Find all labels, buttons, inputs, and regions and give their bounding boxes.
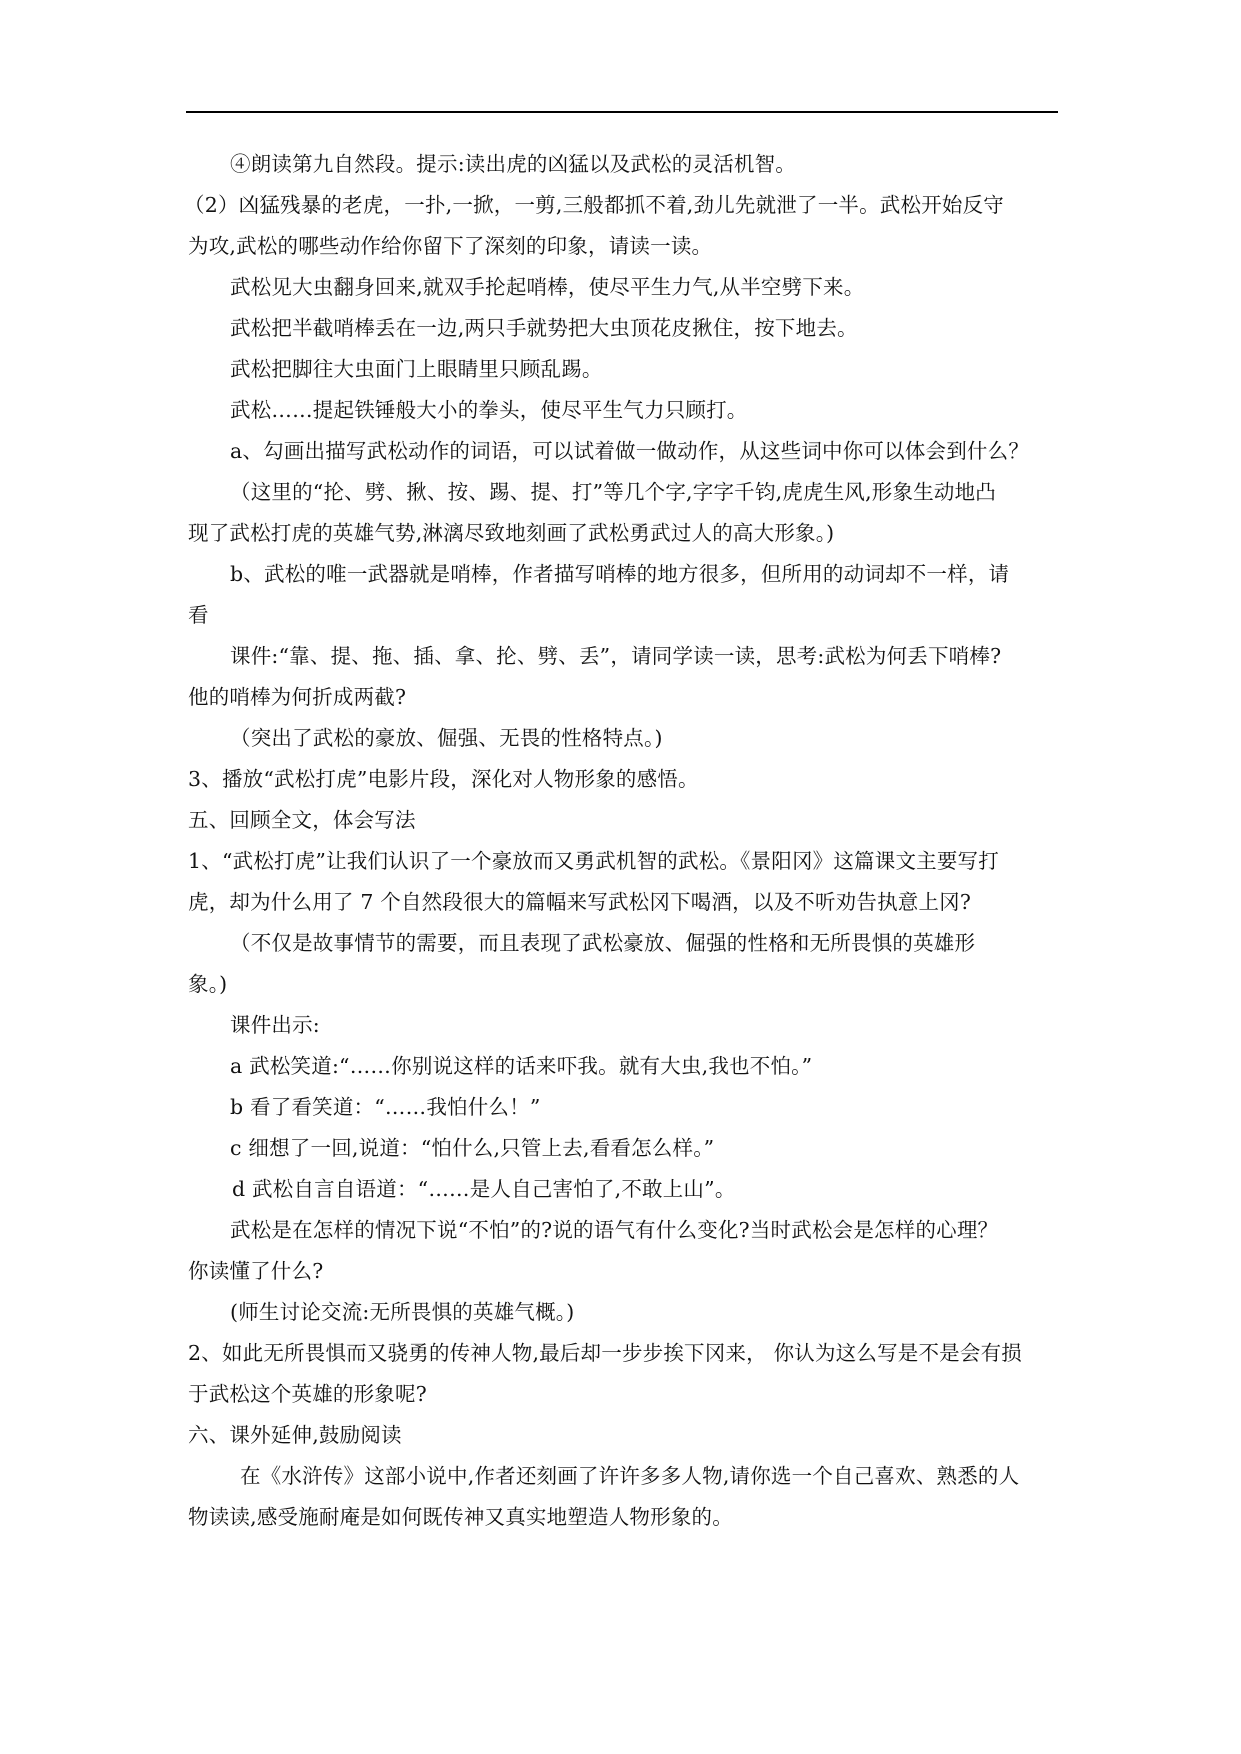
section-heading: 六、课外延伸,鼓励阅读 [188, 1423, 402, 1447]
document-body [184, 144, 1060, 1538]
paragraph-line: 在《水浒传》这部小说中,作者还刻画了许许多多人物,请你选一个自己喜欢、熟悉的人 [240, 1464, 1020, 1488]
paragraph-line: （2）凶猛残暴的老虎，一扑,一掀，一剪,三般都抓不着,劲儿先就泄了一半。武松开始反守 [184, 193, 1004, 217]
paragraph-line: 课件:“靠、提、拖、插、拿、抡、劈、丢”，请同学读一读，思考:武松为何丢下哨棒? [230, 644, 1002, 668]
paragraph-line: (师生讨论交流:无所畏惧的英雄气概。) [230, 1300, 575, 1324]
paragraph-line: 于武松这个英雄的形象呢? [188, 1382, 427, 1406]
paragraph-line: 他的哨棒为何折成两截? [188, 685, 407, 709]
paragraph-line: 现了武松打虎的英雄气势,淋漓尽致地刻画了武松勇武过人的高大形象。) [188, 521, 835, 545]
paragraph-line: c 细想了一回,说道：“怕什么,只管上去,看看怎么样。” [230, 1136, 715, 1160]
paragraph-line: ④朗读第九自然段。提示:读出虎的凶猛以及武松的灵活机智。 [230, 152, 797, 176]
paragraph-line: 武松……提起铁锤般大小的拳头，使尽平生气力只顾打。 [230, 398, 748, 422]
paragraph-line: （这里的“抡、劈、揪、按、踢、提、打”等几个字,字字千钧,虎虎生风,形象生动地凸 [230, 480, 997, 504]
paragraph-line: 为攻,武松的哪些动作给你留下了深刻的印象，请读一读。 [188, 234, 713, 258]
paragraph-line: 虎，却为什么用了 7 个自然段很大的篇幅来写武松冈下喝酒，以及不听劝告执意上冈? [188, 890, 972, 914]
paragraph-line: （不仅是故事情节的需要，而且表现了武松豪放、倔强的性格和无所畏惧的英雄形 [230, 931, 976, 955]
paragraph-line: d 武松自言自语道：“……是人自己害怕了,不敢上山”。 [232, 1177, 736, 1201]
paragraph-line: （突出了武松的豪放、倔强、无畏的性格特点。) [230, 726, 663, 750]
paragraph-line: b、武松的唯一武器就是哨棒，作者描写哨棒的地方很多，但所用的动词却不一样，请 [230, 562, 1010, 586]
paragraph-line: 物读读,感受施耐庵是如何既传神又真实地塑造人物形象的。 [188, 1505, 733, 1529]
paragraph-line: 象。) [188, 972, 228, 996]
paragraph-line: 1、“武松打虎”让我们认识了一个豪放而又勇武机智的武松。《景阳冈》这篇课文主要写打 [188, 849, 999, 873]
paragraph-line: 武松见大虫翻身回来,就双手抡起哨棒，使尽平生力气,从半空劈下来。 [230, 275, 865, 299]
paragraph-line: b 看了看笑道：“……我怕什么！” [230, 1095, 541, 1119]
paragraph-line: 武松把半截哨棒丢在一边,两只手就势把大虫顶花皮揪住，按下地去。 [230, 316, 858, 340]
paragraph-line: 武松是在怎样的情况下说“不怕”的?说的语气有什么变化?当时武松会是怎样的心理？ [230, 1218, 999, 1242]
paragraph-line: 看 [188, 603, 209, 627]
header-rule [186, 111, 1058, 113]
paragraph-line: 课件出示: [230, 1013, 320, 1037]
paragraph-line: 3、播放“武松打虎”电影片段，深化对人物形象的感悟。 [188, 767, 699, 791]
paragraph-line: a 武松笑道:“……你别说这样的话来吓我。就有大虫,我也不怕。” [230, 1054, 813, 1078]
paragraph-line: 武松把脚往大虫面门上眼睛里只顾乱踢。 [230, 357, 603, 381]
section-heading: 五、回顾全文，体会写法 [188, 808, 416, 832]
paragraph-line: 2、如此无所畏惧而又骁勇的传神人物,最后却一步步挨下冈来， 你认为这么写是不是会有损 [188, 1341, 1022, 1365]
paragraph-line: a、勾画出描写武松动作的词语，可以试着做一做动作，从这些词中你可以体会到什么？ [230, 439, 1030, 463]
paragraph-line: 你读懂了什么? [188, 1259, 324, 1283]
